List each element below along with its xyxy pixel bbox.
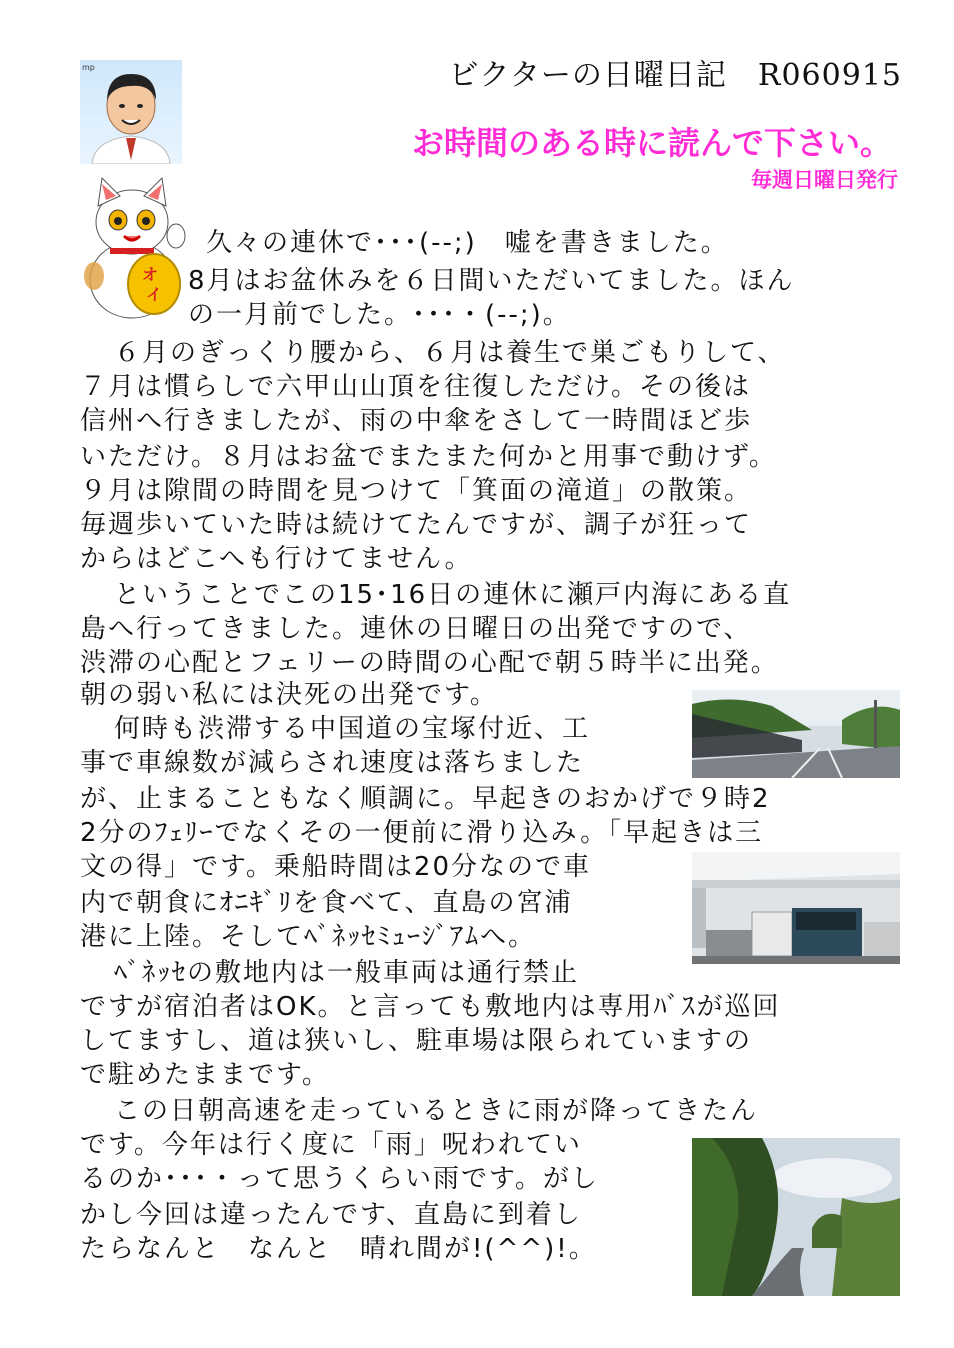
body-line: 港に上陸。そしてﾍﾞﾈｯｾﾐｭｰｼﾞｱﾑへ。 [80,922,537,952]
photo-expressway [692,690,900,778]
body-line: 渋滞の心配とフェリーの時間の心配で朝５時半に出発。 [80,648,779,678]
issue-note: 毎週日曜日発行 [751,168,898,192]
body-line: 何時も渋滞する中国道の宝塚付近、工 [114,714,591,744]
author-avatar [80,60,182,164]
photo-ferry-deck [692,852,900,964]
body-line: が、止まることもなく順調に。早起きのおかげで９時2 [80,784,771,814]
body-line: 島へ行ってきました。連休の日曜日の出発ですので、 [80,614,752,644]
body-line: からはどこへも行けてません。 [80,544,473,574]
body-line: 朝の弱い私には決死の出発です。 [80,680,498,710]
body-line: ですが宿泊者はOK。と言っても敷地内は専用ﾊﾞｽが巡回 [80,992,781,1022]
body-line: です。今年は行く度に「雨」呪われてい [80,1130,582,1160]
body-line: で駐めたままです。 [80,1060,330,1090]
lucky-cat-illustration [80,172,188,322]
body-line: してますし、道は狭いし、駐車場は限られていますの [80,1026,753,1056]
body-line: 事で車線数が減らされ速度は落ちました [80,748,585,778]
svg-text:オ: オ [142,265,159,284]
body-line: ９月は隙間の時間を見つけて「箕面の滝道」の散策。 [80,476,753,506]
body-line: ﾍﾞﾈｯｾの敷地内は一般車両は通行禁止 [114,958,580,988]
page-title: ビクターの日曜日記 R060915 [448,58,902,93]
body-line: 内で朝食にｵﾆｷﾞﾘを食べて、直島の宮浦 [80,888,573,918]
body-line: 毎週歩いていた時は続けてたんですが、調子が狂って [80,510,753,540]
body-line: ６月のぎっくり腰から、６月は養生で巣ごもりして、 [114,338,786,368]
body-line: るのか･･･・って思うくらい雨です。がし [80,1164,599,1194]
body-line: の一月前でした。･･･・(--;)。 [188,300,571,330]
body-line: ということでこの15･16日の連休に瀬戸内海にある直 [114,580,792,610]
body-line: ７月は慣らしで六甲山山頂を往復しただけ。その後は [80,372,751,402]
body-line: 久々の連休で･･･(--;) 嘘を書きました。 [206,228,729,258]
body-line: かし今回は違ったんです、直島に到着し [80,1200,582,1230]
photo-island-road [692,1138,900,1296]
body-line: 信州へ行きましたが、雨の中傘をさして一時間ほど歩 [80,406,753,436]
svg-text:mp: mp [82,63,95,72]
body-line: いただけ。８月はお盆でまたまた何かと用事で動けず。 [80,442,777,472]
page-subtitle: お時間のある時に読んで下さい。 [411,124,892,162]
body-line: この日朝高速を走っているときに雨が降ってきたん [114,1096,759,1126]
body-line: 2分のﾌｪﾘｰでなくその一便前に滑り込み。「早起きは三 [80,818,764,848]
body-line: 8月はお盆休みを６日間いただいてました。ほん [188,266,795,296]
svg-text:イ: イ [146,285,163,304]
body-line: 文の得」です。乗船時間は20分なので車 [80,852,592,882]
body-line: たらなんと なんと 晴れ間が!(^^)!。 [80,1234,597,1264]
